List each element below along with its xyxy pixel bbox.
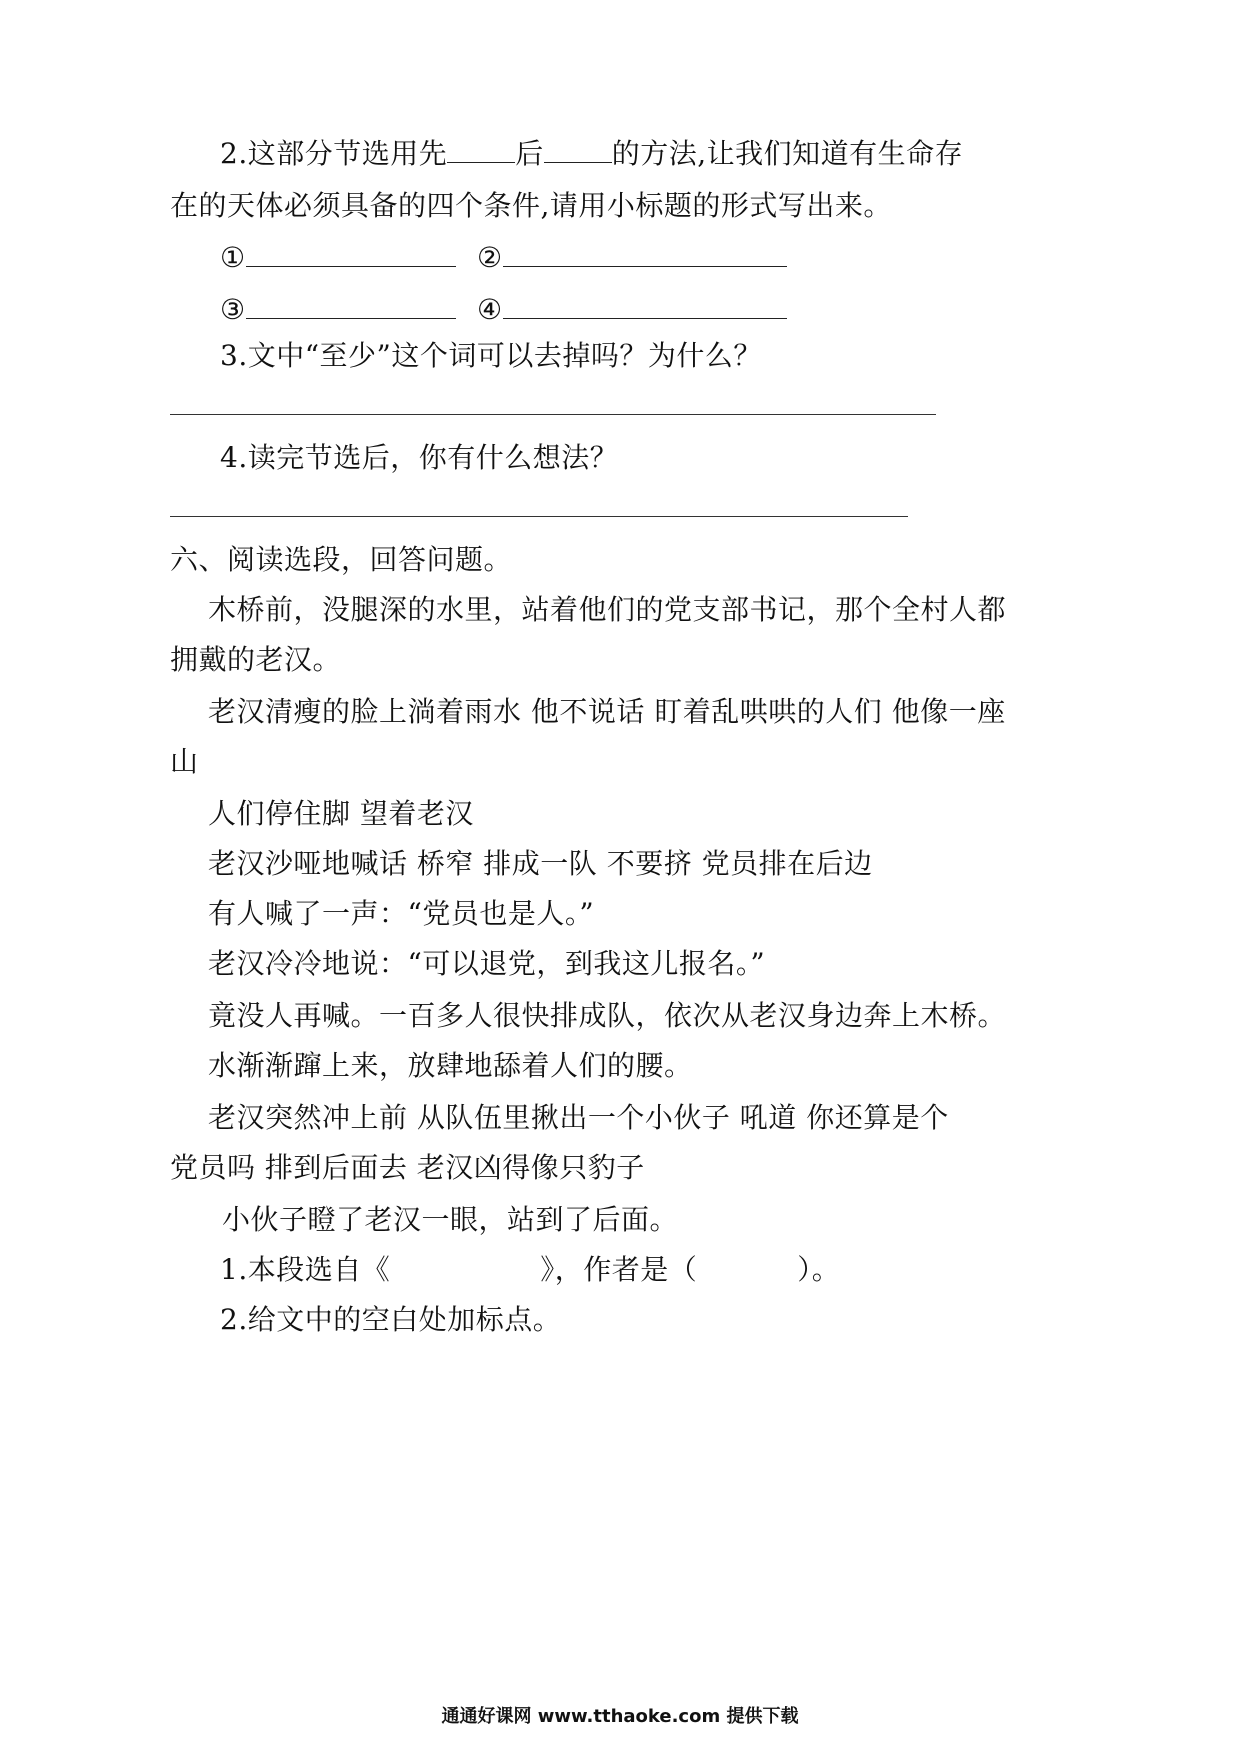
marker-2: ② (477, 241, 503, 274)
answer-blank-1[interactable] (246, 240, 456, 267)
s6-q1: 1.本段选自《 》，作者是（ ）。 (220, 1253, 841, 1286)
passage-p1b: 拥戴的老汉。 (170, 643, 342, 676)
footer-credit: 通通好课网 www.tthaoke.com 提供下载 (441, 1706, 799, 1727)
q2-line1: 2.这部分节选用先 后 的方法,让我们知道有生命存 (220, 137, 964, 170)
answer-row-2 (220, 290, 787, 330)
passage-p10: 小伙子瞪了老汉一眼，站到了后面。 (222, 1203, 679, 1236)
passage-p3: 人们停住脚 望着老汉 (208, 797, 474, 830)
passage-p9a: 老汉突然冲上前 从队伍里揪出一个小伙子 吼道 你还算是个 (208, 1101, 949, 1134)
passage-p7: 竟没人再喊。一百多人很快排成队，依次从老汉身边奔上木桥。 (208, 999, 1007, 1032)
q2-line2: 在的天体必须具备的四个条件,请用小标题的形式写出来。 (170, 189, 892, 222)
answer-blank-2[interactable] (503, 240, 787, 267)
marker-1: ① (220, 241, 246, 274)
q3-text: 3.文中“至少”这个词可以去掉吗？为什么？ (220, 339, 762, 372)
passage-p6: 老汉冷冷地说：“可以退党，到我这儿报名。” (208, 947, 766, 980)
q3-answer-line[interactable] (170, 414, 936, 415)
q4-answer-line[interactable] (170, 516, 908, 517)
blank-first[interactable] (447, 136, 515, 163)
marker-3: ③ (220, 293, 246, 326)
blank-after[interactable] (544, 136, 612, 163)
passage-p5: 有人喊了一声：“党员也是人。” (208, 897, 595, 930)
passage-p4: 老汉沙哑地喊话 桥窄 排成一队 不要挤 党员排在后边 (208, 847, 873, 880)
section-heading: 六、阅读选段，回答问题。 (170, 543, 513, 576)
passage-p2b: 山 (170, 745, 199, 778)
s6-q2: 2.给文中的空白处加标点。 (220, 1303, 562, 1336)
answer-blank-3[interactable] (246, 292, 456, 319)
answer-blank-4[interactable] (503, 292, 787, 319)
answer-row-1 (220, 238, 787, 278)
passage-p1a: 木桥前，没腿深的水里，站着他们的党支部书记，那个全村人都 (208, 593, 1007, 626)
marker-4: ④ (477, 293, 503, 326)
passage-p2a: 老汉清瘦的脸上淌着雨水 他不说话 盯着乱哄哄的人们 他像一座 (208, 695, 1006, 728)
passage-p8: 水渐渐蹿上来，放肆地舔着人们的腰。 (208, 1049, 693, 1082)
q4-text: 4.读完节选后，你有什么想法？ (220, 441, 619, 474)
passage-p9b: 党员吗 排到后面去 老汉凶得像只豹子 (170, 1151, 645, 1184)
